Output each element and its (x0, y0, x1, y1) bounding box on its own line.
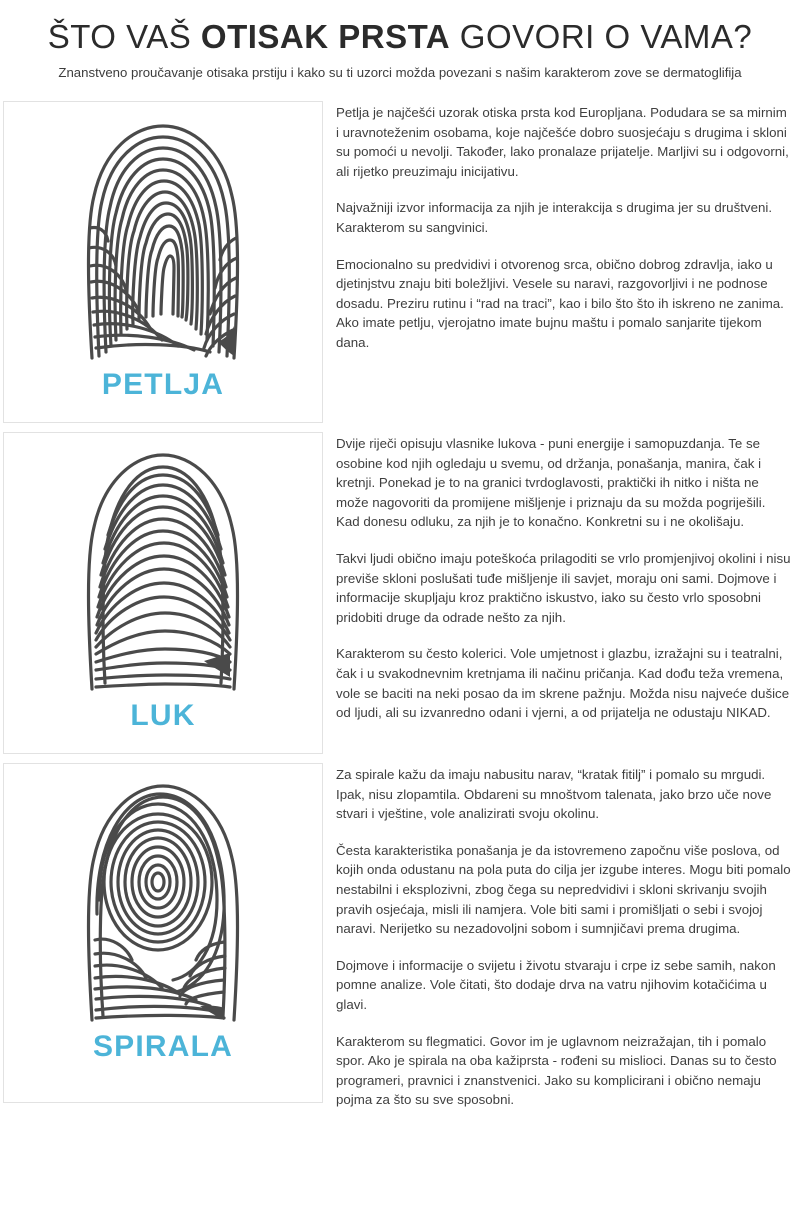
page-title-part2: GOVORI O VAMA? (450, 18, 753, 55)
fingerprint-panel-arch (3, 432, 323, 754)
section-arch (0, 432, 800, 762)
paragraph: Petlja je najčešći uzorak otiska prsta kod Europljana. Podudara se sa mirnim i uravnoteženim osobama, koje najčešće dobro suosjećaju s drugima i skloni su pomoći u nevolji. Također, lako pronalaze prijatelje. Marljivi su i odgovorni, ali rijetko preuzimaju inicijativu. (336, 105, 789, 179)
fingerprint-panel-loop (3, 101, 323, 423)
description-whorl (323, 763, 800, 1110)
content-area (0, 101, 800, 1114)
paragraph: Dvije riječi opisuju vlasnike lukova - puni energije i samopuzdanja. Te se osobine kod njih ogledaju u svemu, od držanja, ponašanja, manira, čak i kretnji. Ponekad je to na granici tvrdoglavosti, praktički ih nitko i ništa ne može nagovoriti da promijene mišljenje i priznaju da su možda pogriješili. Kad donesu odluku, za njih je to konačno. Konkretni su i ne okolišaju. (336, 436, 766, 530)
paragraph: Česta karakteristika ponašanja je da istovremeno započnu više poslova, od kojih onda odustanu na pola puta do cilja jer izgube interes. Mogu biti pomalo nestabilni i eksplozivni, zbog čega su nepredvidivi i skloni skrivanju svojih pravih osjećaja, misli ili namjera. Vole biti sami i promišljati o sebi i svojoj naravi. Nerijetko su nezadovoljni sobom i sumnjičavi prema drugima. (336, 842, 791, 937)
fingerprint-label-whorl: SPIRALA (92, 1030, 234, 1063)
page-header (0, 0, 800, 87)
description-loop (323, 101, 800, 353)
paragraph: Emocionalno su predvidivi i otvorenog srca, obično dobrog zdravlja, iako u djetinjstvu znaju biti boležljivi. Vesele su naravi, razgovorljivi i ne podnose dosadu. Preziru rutinu i “rad na traci”, kao i bilo što što ih iskreno ne zanima. Ako imate petlju, vjerojatno imate bujnu maštu i pomalo sanjarite tijekom dana. (336, 256, 784, 350)
paragraph: Za spirale kažu da imaju nabusitu narav, “kratak fitilj” i pomalo su mrgudi. Ipak, nisu zlopamtila. Obdareni su mnoštvom talenata, jako brzo uče nove stvari i vještine, vole analizirati svoju okolinu. (336, 767, 772, 822)
page-title-emphasis: OTISAK PRSTA (200, 18, 451, 55)
fingerprint-loop-icon (58, 108, 268, 366)
paragraph: Najvažniji izvor informacija za njih je interakcija s drugima jer su društveni. Karakterom su sangvinici. (336, 200, 773, 235)
page-title (10, 18, 790, 56)
paragraph: Dojmove i informacije o svijetu i životu stvaraju i crpe iz sebe samih, nakon pomne analize. Vole čitati, što dodaje drva na vatru njihovim kotačićima u glavi. (336, 957, 776, 1012)
paragraph: Karakterom su često kolerici. Vole umjetnost i glazbu, izražajni su i teatralni, čak i u svakodnevnim kretnjama ili načinu pričanja. Kad dođu teža vremena, vole se baciti na neki posao da im skrene pažnju. Možda nisu najveće dušice od ljudi, ali su izvanredno odani i vjerni, a od prijatelja ne odustaju NIKAD. (336, 646, 790, 721)
section-whorl (0, 763, 800, 1215)
fingerprint-panel-whorl (3, 763, 323, 1103)
page-subtitle: Znanstveno proučavanje otisaka prstiju i kako su ti uzorci možda povezani s našim karakterom zove se dermatoglifija (58, 65, 742, 80)
description-arch (323, 432, 800, 723)
fingerprint-label-loop: PETLJA (101, 368, 225, 401)
paragraph: Takvi ljudi obično imaju poteškoća prilagoditi se vrlo promjenjivoj okolini i nisu previše skloni poslušati tuđe mišljenje ili savjet, moraju oni sami. Dojmove i informacije skupljaju kroz praktično iskustvo, iako su često vrlo sposobni pridobiti druge da odrade nešto za njih. (336, 550, 791, 625)
fingerprint-arch-icon (58, 439, 268, 697)
fingerprint-whorl-icon (58, 770, 268, 1028)
fingerprint-label-arch: LUK (130, 699, 196, 732)
paragraph: Karakterom su flegmatici. Govor im je uglavnom neizražajan, tih i pomalo spor. Ako je spirala na oba kažiprsta - rođeni su mislioci. Danas su to često programeri, pravnici i znanstvenici. Jako su komplicirani i obično nemaju pojma za što su sve sposobni. (336, 1033, 777, 1108)
page-title-part1: ŠTO VAŠ (47, 18, 201, 55)
section-loop (0, 101, 800, 431)
